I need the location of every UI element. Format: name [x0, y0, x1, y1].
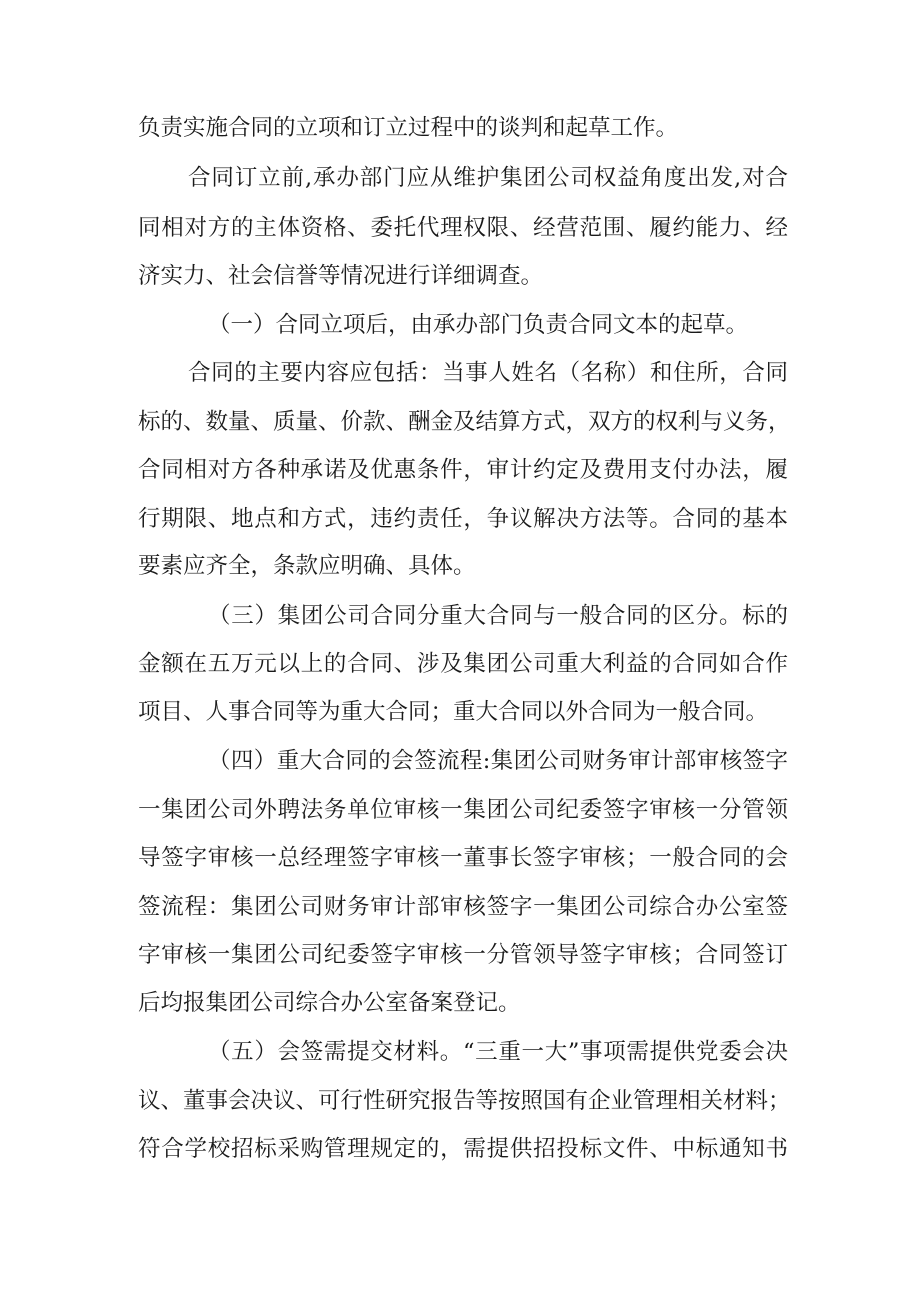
paragraph-line: 字审核一集团公司纪委签字审核一分管领导签字审核；合同签订 — [138, 942, 788, 968]
paragraph-line: 签流程：集团公司财务审计部审核签字一集团公司综合办公室签 — [138, 894, 788, 920]
paragraph-line: 同相对方的主体资格、委托代理权限、经营范围、履约能力、经 — [138, 215, 788, 241]
paragraph-line: 行期限、地点和方式，违约责任，争议解决方法等。合同的基本 — [138, 506, 788, 532]
paragraph-line: 导签字审核一总经理签字审核一董事长签字审核；一般合同的会 — [138, 845, 788, 871]
paragraph-line: （五）会签需提交材料。“三重一大”事项需提供党委会决 — [208, 1039, 788, 1065]
paragraph-line: 合同订立前,承办部门应从维护集团公司权益角度出发,对合 — [188, 165, 788, 191]
paragraph-line: 要素应齐全，条款应明确、具体。 — [138, 553, 476, 579]
paragraph-line: 议、董事会决议、可行性研究报告等按照国有企业管理相关材料； — [138, 1088, 791, 1114]
paragraph-line: 符合学校招标采购管理规定的，需提供招投标文件、中标通知书 — [138, 1136, 788, 1162]
paragraph-line: 负责实施合同的立项和订立过程中的谈判和起草工作。 — [138, 115, 679, 141]
paragraph-line: 一集团公司外聘法务单位审核一集团公司纪委签字审核一分管领 — [138, 797, 788, 823]
paragraph-line: 标的、数量、质量、价款、酬金及结算方式，双方的权利与义务， — [138, 409, 791, 435]
paragraph-line: 项目、人事合同等为重大合同；重大合同以外合同为一般合同。 — [138, 699, 769, 725]
paragraph-line: 合同相对方各种承诺及优惠条件，审计约定及费用支付办法，履 — [138, 457, 788, 483]
paragraph-line: （三）集团公司合同分重大合同与一般合同的区分。标的 — [208, 603, 788, 629]
paragraph-line: （一）合同立项后，由承办部门负责合同文本的起草。 — [208, 312, 749, 338]
paragraph-line: 合同的主要内容应包括：当事人姓名（名称）和住所，合同 — [188, 360, 788, 386]
paragraph-line: 金额在五万元以上的合同、涉及集团公司重大利益的合同如合作 — [138, 651, 788, 677]
paragraph-line: 后均报集团公司综合办公室备案登记。 — [138, 990, 521, 1016]
paragraph-line: 济实力、社会信誉等情况进行详细调查。 — [138, 263, 544, 289]
paragraph-line: （四）重大合同的会签流程:集团公司财务审计部审核签字 — [208, 748, 788, 774]
